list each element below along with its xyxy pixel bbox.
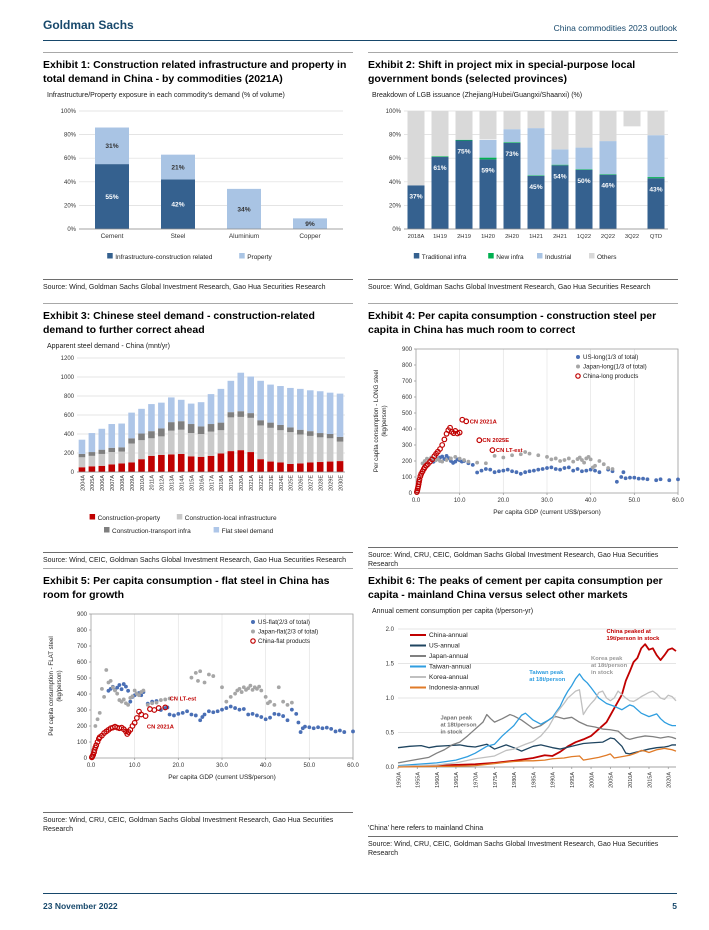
svg-text:Per capita consumption - LONG: Per capita consumption - LONG steel <box>373 370 380 473</box>
source-rule <box>368 547 678 548</box>
svg-text:40.0: 40.0 <box>259 763 272 770</box>
svg-text:US-flat(2/3 of total): US-flat(2/3 of total) <box>258 619 310 627</box>
svg-text:0.5: 0.5 <box>385 730 394 737</box>
svg-text:600: 600 <box>401 395 412 402</box>
svg-text:Flat steel demand: Flat steel demand <box>221 528 274 536</box>
svg-text:Aluminium: Aluminium <box>228 233 260 241</box>
exhibit-4-chart <box>368 343 686 543</box>
svg-text:400: 400 <box>76 692 87 699</box>
svg-text:37%: 37% <box>409 193 423 201</box>
svg-text:80%: 80% <box>63 132 76 139</box>
svg-text:(kg/person): (kg/person) <box>381 405 388 437</box>
chart-subtitle: Annual cement consumption per capita (t/person-yr) <box>372 608 534 616</box>
svg-text:100: 100 <box>401 475 412 482</box>
exhibit-top-rule <box>43 52 353 53</box>
svg-text:at 18t/person: at 18t/person <box>591 663 628 670</box>
exhibit-top-rule <box>43 568 353 569</box>
svg-text:2000A: 2000A <box>589 772 596 789</box>
page-header <box>43 16 677 40</box>
svg-text:1Q22: 1Q22 <box>576 234 592 241</box>
svg-text:20%: 20% <box>388 203 401 210</box>
svg-text:900: 900 <box>401 347 412 354</box>
brand-logo-text: Goldman Sachs <box>43 18 134 32</box>
svg-text:60.0: 60.0 <box>672 498 684 505</box>
source-text: Source: Wind, CEIC, Goldman Sachs Global Investment Research, Gao Hua Securities Research <box>43 557 347 565</box>
source-rule <box>368 279 678 280</box>
exhibit-1-chart <box>43 101 349 275</box>
svg-text:1H20: 1H20 <box>481 234 495 241</box>
svg-text:Indonesia-annual: Indonesia-annual <box>429 684 479 692</box>
svg-text:2012A: 2012A <box>159 475 166 492</box>
svg-text:300: 300 <box>401 443 412 450</box>
svg-text:1970A: 1970A <box>473 772 480 789</box>
svg-text:Per capita consumption - FLAT: Per capita consumption - FLAT steel <box>48 636 55 737</box>
exhibit-top-rule <box>368 303 678 304</box>
svg-text:2006A: 2006A <box>100 475 107 492</box>
svg-text:Japan-long(1/3 of total): Japan-long(1/3 of total) <box>583 363 647 371</box>
svg-text:Taiwan-annual: Taiwan-annual <box>429 663 471 671</box>
svg-text:Cement: Cement <box>100 233 124 241</box>
source-text: Source: Wind, CRU, CEIC, Goldman Sachs Global Investment Research, Gao Hua Securities Research <box>43 817 334 834</box>
svg-text:1000: 1000 <box>60 375 74 382</box>
svg-text:0: 0 <box>408 491 412 498</box>
exhibit-title: Exhibit 5: Per capita consumption - flat steel in China has room for growth <box>43 575 330 601</box>
svg-text:42%: 42% <box>171 201 185 209</box>
svg-text:700: 700 <box>401 379 412 386</box>
svg-text:Copper: Copper <box>299 233 321 241</box>
exhibit-1-block <box>43 52 353 292</box>
svg-text:2011A: 2011A <box>149 475 156 491</box>
svg-text:0.0: 0.0 <box>385 765 394 772</box>
svg-text:600: 600 <box>63 413 74 420</box>
source-rule <box>43 812 353 813</box>
source-rule <box>43 279 353 280</box>
svg-text:3Q22: 3Q22 <box>624 234 640 241</box>
svg-text:2005A: 2005A <box>90 475 97 492</box>
svg-text:Construction-transport infra: Construction-transport infra <box>112 528 191 536</box>
svg-text:200: 200 <box>63 451 74 458</box>
svg-text:400: 400 <box>63 432 74 439</box>
source-text: Source: Wind, CRU, CEIC, Goldman Sachs Global Investment Research, Gao Hua Securities Research <box>368 841 659 858</box>
footer-page-number: 5 <box>672 901 677 911</box>
svg-text:Korea peak: Korea peak <box>591 656 623 663</box>
chart-subtitle: Breakdown of LGB issuance (Zhejiang/Hubei/Guangxi/Shaanxi) (%) <box>372 92 583 100</box>
exhibit-6-block <box>368 568 678 858</box>
svg-text:2009A: 2009A <box>129 475 136 492</box>
svg-text:30.0: 30.0 <box>541 498 553 505</box>
svg-text:Steel: Steel <box>170 233 186 241</box>
svg-text:500: 500 <box>401 411 412 418</box>
svg-text:43%: 43% <box>649 186 663 194</box>
svg-text:1980A: 1980A <box>512 772 519 789</box>
source-text: Source: Wind, Goldman Sachs Global Investment Research, Gao Hua Securities Research <box>368 284 651 292</box>
svg-text:New infra: New infra <box>496 254 524 262</box>
svg-text:Property: Property <box>247 254 272 262</box>
svg-text:40.0: 40.0 <box>584 498 597 505</box>
svg-text:20%: 20% <box>63 203 76 210</box>
svg-text:Construction-property: Construction-property <box>97 515 161 523</box>
svg-text:54%: 54% <box>553 173 567 181</box>
svg-text:at 18t/person: at 18t/person <box>440 722 477 729</box>
svg-text:19t/person in stock: 19t/person in stock <box>606 636 660 643</box>
svg-text:2Q22: 2Q22 <box>600 234 616 241</box>
chart-subtitle: Apparent steel demand - China (mnt/yr) <box>47 343 170 351</box>
svg-text:2018A: 2018A <box>219 475 226 492</box>
exhibit-title: Exhibit 4: Per capita consumption - construction steel per capita in China has much room to correct <box>368 310 657 336</box>
svg-text:QTD: QTD <box>649 234 663 241</box>
exhibit-6-chart <box>368 617 684 822</box>
svg-text:50.0: 50.0 <box>628 498 641 505</box>
svg-text:1950A: 1950A <box>396 772 403 789</box>
exhibit-title: Exhibit 2: Shift in project mix in special-purpose local government bonds (selected provinces) <box>368 59 636 85</box>
svg-text:2024E: 2024E <box>278 475 285 492</box>
source-rule <box>368 836 678 837</box>
svg-text:2.0: 2.0 <box>385 627 394 634</box>
svg-text:30.0: 30.0 <box>216 763 228 770</box>
svg-text:0: 0 <box>83 756 87 763</box>
svg-text:0.0: 0.0 <box>411 498 421 505</box>
svg-text:China-annual: China-annual <box>429 632 468 640</box>
chart-subtitle: Infrastructure/Property exposure in each commodity's demand (% of volume) <box>47 92 285 100</box>
svg-text:2014A: 2014A <box>179 475 186 492</box>
svg-text:20.0: 20.0 <box>497 498 510 505</box>
source-text: Source: Wind, CRU, CEIC, Goldman Sachs Global Investment Research, Gao Hua Securities Research <box>368 552 659 569</box>
svg-text:2004A: 2004A <box>80 475 87 492</box>
svg-text:2015A: 2015A <box>647 772 654 789</box>
svg-text:2016A: 2016A <box>199 475 206 492</box>
exhibit-top-rule <box>368 52 678 53</box>
svg-text:Infrastructure-construction re: Infrastructure-construction related <box>115 254 213 262</box>
svg-text:Per capita GDP (current US$/pe: Per capita GDP (current US$/person) <box>168 774 276 782</box>
svg-text:China-long products: China-long products <box>583 373 639 381</box>
svg-text:100%: 100% <box>60 109 76 116</box>
exhibit-title: Exhibit 6: The peaks of cement per capita consumption per capita - mainland China versus select other markets <box>368 575 663 601</box>
header-rule <box>43 40 677 41</box>
svg-text:2020A: 2020A <box>666 772 673 789</box>
svg-text:46%: 46% <box>601 183 615 191</box>
svg-text:2020A: 2020A <box>239 475 246 492</box>
svg-text:2029E: 2029E <box>328 475 335 492</box>
exhibit-2-chart <box>368 101 674 275</box>
svg-text:21%: 21% <box>171 164 185 172</box>
svg-text:500: 500 <box>76 676 87 683</box>
svg-text:2010A: 2010A <box>627 772 634 789</box>
svg-text:1200: 1200 <box>60 356 74 363</box>
svg-text:Korea-annual: Korea-annual <box>429 674 469 682</box>
svg-text:50%: 50% <box>577 178 591 186</box>
svg-text:Taiwan peak: Taiwan peak <box>529 670 564 677</box>
svg-text:200: 200 <box>76 724 87 731</box>
svg-text:300: 300 <box>76 708 87 715</box>
svg-text:40%: 40% <box>388 180 401 187</box>
svg-text:800: 800 <box>401 363 412 370</box>
svg-text:60%: 60% <box>388 156 401 163</box>
svg-text:2017A: 2017A <box>209 475 216 492</box>
svg-text:0.0: 0.0 <box>86 763 96 770</box>
svg-text:400: 400 <box>401 427 412 434</box>
svg-text:80%: 80% <box>388 132 401 139</box>
svg-text:2026E: 2026E <box>298 475 305 492</box>
svg-text:2028E: 2028E <box>318 475 325 492</box>
svg-text:1.5: 1.5 <box>385 661 394 668</box>
exhibit-top-rule <box>43 303 353 304</box>
svg-text:2022E: 2022E <box>258 475 265 492</box>
svg-text:US-annual: US-annual <box>429 642 460 650</box>
svg-text:1H21: 1H21 <box>529 234 543 241</box>
svg-text:40%: 40% <box>63 180 76 187</box>
svg-text:10.0: 10.0 <box>128 763 141 770</box>
svg-text:0: 0 <box>70 470 74 477</box>
svg-text:2010A: 2010A <box>139 475 146 492</box>
svg-text:9%: 9% <box>305 221 315 229</box>
svg-text:CN 2021A: CN 2021A <box>146 724 174 731</box>
svg-text:2015A: 2015A <box>189 475 196 492</box>
svg-text:2027E: 2027E <box>308 475 315 492</box>
svg-text:2019A: 2019A <box>229 475 236 492</box>
svg-text:60.0: 60.0 <box>347 763 359 770</box>
exhibit-5-block <box>43 568 359 834</box>
svg-text:1995A: 1995A <box>570 772 577 789</box>
svg-text:100: 100 <box>76 740 87 747</box>
svg-text:2H20: 2H20 <box>505 234 519 241</box>
svg-text:700: 700 <box>76 644 87 651</box>
exhibit-2-block <box>368 52 678 292</box>
svg-text:50.0: 50.0 <box>303 763 316 770</box>
svg-text:2007A: 2007A <box>110 475 117 492</box>
footer-rule <box>43 893 677 894</box>
svg-text:CN 2025E: CN 2025E <box>482 438 510 445</box>
document-title: China commodities 2023 outlook <box>553 23 677 33</box>
source-text: Source: Wind, Goldman Sachs Global Investment Research, Gao Hua Securities Research <box>43 284 326 292</box>
svg-text:in stock: in stock <box>440 729 463 736</box>
svg-text:2H21: 2H21 <box>553 234 567 241</box>
svg-text:Traditional infra: Traditional infra <box>421 254 467 262</box>
footer-date: 23 November 2022 <box>43 901 118 911</box>
svg-text:2018A: 2018A <box>407 234 425 241</box>
svg-text:1955A: 1955A <box>415 772 422 789</box>
svg-text:CN LT-est: CN LT-est <box>495 448 523 455</box>
svg-text:800: 800 <box>63 394 74 401</box>
svg-text:1.0: 1.0 <box>385 696 394 703</box>
svg-text:CN LT-est: CN LT-est <box>169 696 197 703</box>
svg-text:800: 800 <box>76 628 87 635</box>
svg-text:2005A: 2005A <box>608 772 615 789</box>
svg-text:59%: 59% <box>481 167 495 175</box>
svg-text:Others: Others <box>597 254 617 262</box>
svg-text:45%: 45% <box>529 184 543 192</box>
svg-text:20.0: 20.0 <box>172 763 185 770</box>
svg-text:US-long(1/3 of total): US-long(1/3 of total) <box>583 354 639 362</box>
svg-text:2023E: 2023E <box>268 475 275 492</box>
svg-text:55%: 55% <box>105 194 119 202</box>
svg-text:900: 900 <box>76 612 87 619</box>
svg-text:Japan-flat(2/3 of total): Japan-flat(2/3 of total) <box>258 628 319 636</box>
exhibit-title: Exhibit 1: Construction related infrastructure and property in total demand in China - by commodities (2021A) <box>43 59 347 85</box>
svg-text:China peaked at: China peaked at <box>606 629 651 636</box>
exhibit-3-chart <box>43 352 349 548</box>
svg-text:CN 2021A: CN 2021A <box>469 419 497 426</box>
svg-text:1990A: 1990A <box>550 772 557 789</box>
exhibit-title: Exhibit 3: Chinese steel demand - construction-related demand to further correct ahead <box>43 310 315 336</box>
exhibit-3-block <box>43 303 353 565</box>
svg-text:(kg/person): (kg/person) <box>56 670 63 702</box>
svg-text:Japan peak: Japan peak <box>440 715 473 722</box>
exhibit-top-rule <box>368 568 678 569</box>
svg-text:Japan-annual: Japan-annual <box>429 653 469 661</box>
svg-text:73%: 73% <box>505 151 519 159</box>
svg-text:2H19: 2H19 <box>457 234 471 241</box>
svg-text:China-flat products: China-flat products <box>258 638 310 646</box>
svg-text:600: 600 <box>76 660 87 667</box>
chart-footnote: 'China' here refers to mainland China <box>368 825 484 833</box>
svg-text:0%: 0% <box>67 227 76 234</box>
svg-text:1965A: 1965A <box>454 772 461 789</box>
svg-text:at 18t/person: at 18t/person <box>529 677 566 684</box>
svg-text:1985A: 1985A <box>531 772 538 789</box>
exhibit-4-block <box>368 303 684 569</box>
svg-text:Per capita GDP (current US$/pe: Per capita GDP (current US$/person) <box>493 509 601 517</box>
svg-text:2030E: 2030E <box>338 475 345 492</box>
svg-text:Industrial: Industrial <box>545 254 572 262</box>
svg-text:Construction-local infrastruct: Construction-local infrastructure <box>184 515 277 523</box>
svg-text:2021A: 2021A <box>249 475 256 492</box>
svg-text:2008A: 2008A <box>119 475 126 492</box>
svg-text:2025E: 2025E <box>288 475 295 492</box>
svg-text:1975A: 1975A <box>492 772 499 789</box>
svg-text:1H19: 1H19 <box>433 234 447 241</box>
svg-text:60%: 60% <box>63 156 76 163</box>
svg-text:75%: 75% <box>457 148 471 156</box>
svg-text:34%: 34% <box>237 206 251 214</box>
svg-text:2013A: 2013A <box>169 475 176 492</box>
svg-text:200: 200 <box>401 459 412 466</box>
svg-text:0%: 0% <box>392 227 401 234</box>
svg-text:1960A: 1960A <box>434 772 441 789</box>
svg-text:in stock: in stock <box>591 670 613 677</box>
svg-text:100%: 100% <box>385 109 401 116</box>
svg-text:61%: 61% <box>433 165 447 173</box>
exhibit-5-chart <box>43 608 361 808</box>
svg-text:10.0: 10.0 <box>453 498 466 505</box>
svg-text:31%: 31% <box>105 143 119 151</box>
source-rule <box>43 552 353 553</box>
